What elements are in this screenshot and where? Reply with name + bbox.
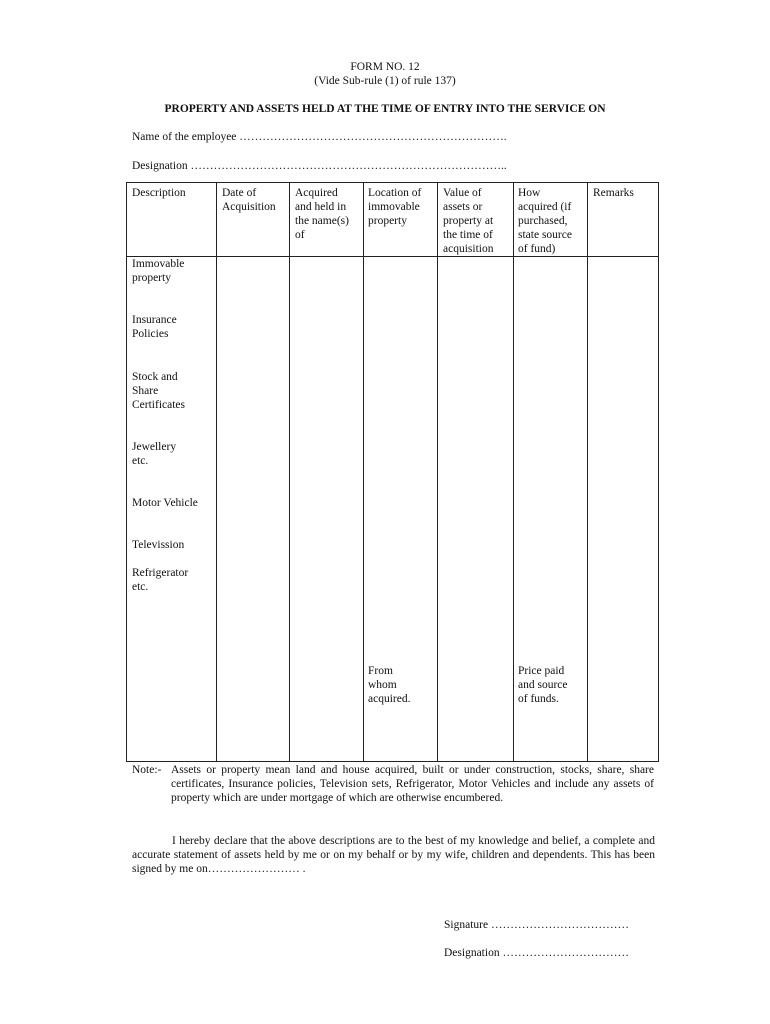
row-refrigerator: Refrigerator etc. — [132, 567, 189, 593]
assets-table — [126, 182, 659, 762]
header-description: Description — [132, 187, 186, 199]
row-television: Televission — [132, 539, 185, 551]
header-how-acquired: How acquired (if purchased, state source of fund) — [518, 187, 572, 255]
rule-reference: (Vide Sub-rule (1) of rule 137) — [314, 75, 456, 87]
header-location: Location of immovable property — [368, 187, 422, 227]
header-remarks: Remarks — [593, 187, 634, 199]
location-note: From whom acquired. — [368, 665, 411, 705]
page-title: PROPERTY AND ASSETS HELD AT THE TIME OF ENTRY INTO THE SERVICE ON — [164, 103, 606, 115]
designation-field[interactable]: Designation ……………………………………………………………………….. — [132, 160, 507, 172]
row-immovable-property: Immovable property — [132, 258, 185, 284]
note-text: Assets or property mean land and house acquired, built or under construction, stocks, share, share certificates, Insurance policies, Television sets, Refrigerator, Motor Vehicles and include any assets of property which are under mortgage of which are otherwise encumbered. — [171, 764, 654, 804]
table-column-divider — [513, 183, 514, 761]
signature-designation-field[interactable]: Designation …………………………… — [444, 947, 629, 959]
row-motor-vehicle: Motor Vehicle — [132, 497, 198, 509]
header-date-of-acquisition: Date of Acquisition — [222, 187, 276, 213]
table-header-divider — [127, 256, 658, 257]
table-column-divider — [289, 183, 290, 761]
declaration-text: I hereby declare that the above descriptions are to the best of my knowledge and belief, a complete and accurate statement of assets held by me or on my behalf or by my wife, children and dependents. This has been signed by me on…………………… . — [132, 835, 655, 875]
header-acquired-in-name: Acquired and held in the name(s) of — [295, 187, 349, 241]
table-column-divider — [363, 183, 364, 761]
how-acquired-note: Price paid and source of funds. — [518, 665, 568, 705]
employee-name-field[interactable]: Name of the employee ……………………………………………………………. — [132, 131, 507, 143]
row-stock-share-certificates: Stock and Share Certificates — [132, 371, 186, 411]
signature-field[interactable]: Signature ……………………………… — [444, 919, 629, 931]
row-insurance-policies: Insurance Policies — [132, 314, 177, 340]
table-column-divider — [216, 183, 217, 761]
form-number: FORM NO. 12 — [350, 61, 420, 73]
note-label: Note:- — [132, 764, 162, 776]
header-value: Value of assets or property at the time of acquisition — [443, 187, 494, 255]
row-jewellery: Jewellery etc. — [132, 441, 177, 467]
table-column-divider — [587, 183, 588, 761]
table-column-divider — [437, 183, 438, 761]
